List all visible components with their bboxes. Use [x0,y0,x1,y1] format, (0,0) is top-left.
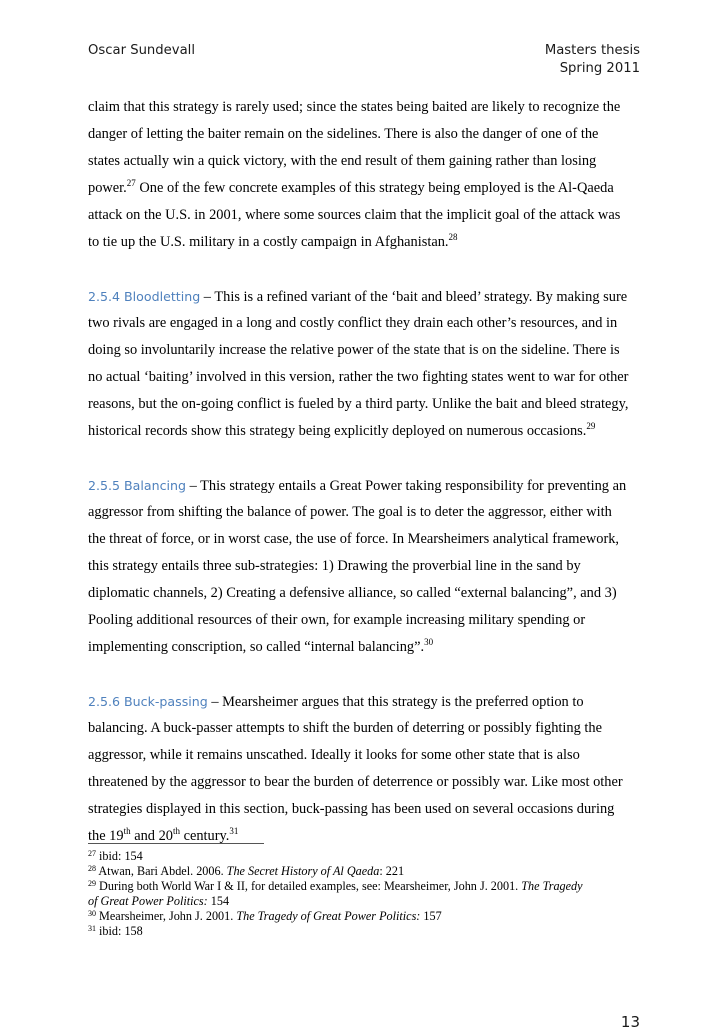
text-line: claim that this strategy is rarely used; since the states being baited are likely to recognize the [88,99,621,115]
text-line: danger of letting the baiter remain on the sidelines. There is also the danger of one of the [88,126,599,142]
footnote-title: of Great Power Politics: [88,894,208,908]
text-line [88,688,648,715]
section-heading-bloodletting: 2.5.4 Bloodletting [88,289,201,304]
footnote-ref-31[interactable]: 31 [229,826,239,836]
paragraph-bait-and-bleed-continued [88,94,648,256]
header-author: Oscar Sundevall [88,43,195,58]
text-fragment: One of the few concrete examples of this strategy being employed is the Al-Qaeda [135,180,614,196]
footnote-title: The Tragedy of Great Power Politics: [236,909,421,923]
text-fragment: the 19 [88,828,124,844]
section-heading-balancing: 2.5.5 Balancing [88,478,187,493]
footnote-30 [88,909,648,924]
text-line: Pooling additional resources of their own, for example increasing military spending or [88,612,586,628]
text-line: states actually win a quick victory, with the end result of them gaining rather than losing [88,153,597,169]
footnote-text: During both World War I & II, for detailed examples, see: Mearsheimer, John J. 2001. [96,879,522,893]
ordinal-suffix: th [172,826,180,836]
text-line: attack on the U.S. in 2001, where some sources claim that the implicit goal of the attack was [88,207,621,223]
text-line [88,229,648,256]
footnote-number: 30 [88,909,96,918]
footnote-text: Atwan, Bari Abdel. 2006. [96,864,227,878]
text-line: doing so involuntarily increase the relative power of the state that is on the sideline. There is [88,342,620,358]
footnote-28 [88,864,648,879]
footnote-number: 29 [88,879,96,888]
text-fragment: and 20 [130,828,173,844]
footnotes [88,849,648,939]
text-fragment: power. [88,180,127,196]
text-line: balancing. A buck-passer attempts to shift the burden of deterring or possibly fighting the [88,720,602,736]
footnote-number: 27 [88,849,96,858]
text-line: no actual ‘baiting’ involved in this version, rather the two fighting states went to war for other [88,369,629,385]
text-line [88,175,648,202]
text-line: strategies displayed in this section, buck-passing has been used on several occasions during [88,801,615,817]
text-fragment: to tie up the U.S. military in a costly campaign in Afghanistan. [88,234,449,250]
footnote-ref-28[interactable]: 28 [448,232,458,242]
footnote-29 [88,879,648,894]
text-line: aggressor from shifting the balance of power. The goal is to deter the aggressor, either with [88,504,612,520]
section-bloodletting [88,283,648,445]
ordinal-suffix: th [123,826,131,836]
text-fragment: implementing conscription, so called “internal balancing”. [88,639,425,655]
text-line: the threat of force, or in worst case, the use of force. In Mearsheimers analytical framework, [88,531,620,547]
footnote-29-continued [88,894,648,909]
footnote-text: Mearsheimer, John J. 2001. [96,909,237,923]
text-line: diplomatic channels, 2) Creating a defensive alliance, so called “external balancing”, and 3) [88,585,617,601]
text-fragment: – Mearsheimer argues that this strategy is the preferred option to [207,694,584,710]
footnote-separator [88,843,264,844]
text-line: aggressor, while it remains unscathed. Ideally it looks for some other state that is also [88,747,580,763]
footnote-number: 28 [88,864,96,873]
text-line [88,823,648,850]
footnote-text: : 158 [118,924,143,938]
footnote-text: 154 [207,894,230,908]
text-fragment: historical records show this strategy being explicitly deployed on numerous occasions. [88,423,587,439]
section-heading-buck-passing: 2.5.6 Buck-passing [88,694,208,709]
footnote-text: ibid [96,924,119,938]
text-fragment: century. [179,828,230,844]
text-line [88,283,648,310]
text-line: two rivals are engaged in a long and costly conflict they drain each other’s resources, and in [88,315,618,331]
footnote-text: ibid [96,849,119,863]
text-fragment: – This is a refined variant of the ‘bait and bleed’ strategy. By making sure [200,289,628,305]
footnote-number: 31 [88,924,96,933]
footnote-text: : 154 [118,849,143,863]
header-doc-type: Masters thesis [544,43,640,58]
footnote-ref-27[interactable]: 27 [126,178,136,188]
header-right [545,42,640,78]
text-line: threatened by the aggressor to bear the burden of deterrence or possibly war. Like most other [88,774,623,790]
page-number: 13 [620,1013,640,1031]
text-line: this strategy entails three sub-strategies: 1) Drawing the proverbial line in the sand by [88,558,581,574]
body-text [88,94,648,850]
section-buck-passing [88,688,648,850]
footnote-title: The Tragedy [521,879,583,893]
footnote-ref-30[interactable]: 30 [424,637,434,647]
header-term: Spring 2011 [559,61,640,76]
footnote-ref-29[interactable]: 29 [586,421,596,431]
text-line: reasons, but the on-going conflict is fueled by a third party. Unlike the bait and bleed strategy, [88,396,629,412]
text-line [88,634,648,661]
section-balancing [88,472,648,661]
footnote-31 [88,924,648,939]
text-line [88,418,648,445]
footnote-27 [88,849,648,864]
footnote-text: : 221 [379,864,405,878]
footnote-title: The Secret History of Al Qaeda [226,864,380,878]
text-fragment: – This strategy entails a Great Power taking responsibility for preventing an [186,478,627,494]
footnote-text: 157 [420,909,442,923]
text-line [88,472,648,499]
